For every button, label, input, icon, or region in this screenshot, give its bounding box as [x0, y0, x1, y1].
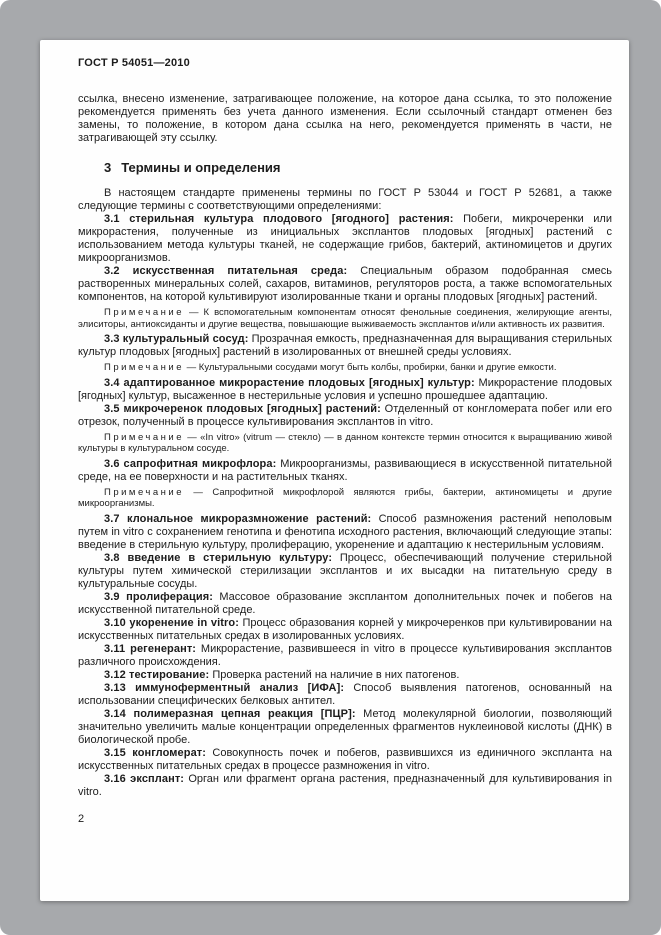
term-label: 3.15 конгломерат: [104, 746, 207, 759]
term-definition: 3.7 клональное микроразмножение растений: Способ размножения растений неполовым путем in vitro с сохранением генотипа и фенотипа исходного растения, включающий следующие этапы: введение в стерильную культуру, пролиферацию, укоренение и адаптацию к нестерильным условиям. [78, 512, 612, 551]
term-definition: 3.12 тестирование: Проверка растений на наличие в них патогенов. [104, 668, 460, 681]
term-definition: 3.1 стерильная культура плодового [ягодного] растения: Побеги, микрочеренки или микрорастения, полученные из инициальных эксплантов плодовых [ягодных] растений с использованием метода культуры тканей, не содержащие грибов, бактерий, актиномицетов и других микроорганизмов. [78, 213, 612, 264]
document-page [40, 40, 629, 901]
term-definition: 3.14 полимеразная цепная реакция [ПЦР]: Метод молекулярной биологии, позволяющий значительно увеличить малые концентрации определенных фрагментов нуклеиновой кислоты (ДНК) в биологической пробе. [78, 707, 612, 746]
term-label: 3.7 клональное микроразмножение растений: [104, 512, 372, 525]
term-label: 3.12 тестирование: [104, 668, 210, 681]
term-label: 3.8 введение в стерильную культуру: [104, 551, 333, 564]
document-content [78, 93, 612, 799]
note-label: Примечание [104, 307, 184, 318]
note-label: Примечание [104, 362, 184, 373]
term-label: 3.3 культуральный сосуд: [104, 333, 249, 345]
term-definition: 3.6 сапрофитная микрофлора: Микроорганизмы, развивающиеся в искусственной питательной среде, на ее поверхности и на растительных тканях. [78, 457, 612, 483]
term-definition: 3.9 пролиферация: Массовое образование эксплантом дополнительных почек и побегов на искусственной питательной среде. [78, 590, 612, 616]
term-definition: 3.16 эксплант: Орган или фрагмент органа растения, предназначенный для культивирования in vitro. [78, 772, 612, 798]
term-label: 3.10 укоренение in vitro: [104, 616, 239, 629]
paragraph: ссылка, внесено изменение, затрагивающее положение, на которое дана ссылка, то это положение рекомендуется применять без учета данного изменения. Если ссылочный стандарт отменен без замены, то положение, в котором дана ссылка на него, рекомендуется применять в части, не затрагивающей эту ссылку. [78, 93, 612, 144]
page-number: 2 [78, 812, 85, 825]
term-label: 3.1 стерильная культура плодового [ягодного] растения: [104, 213, 454, 225]
paragraph: В настоящем стандарте применены термины по ГОСТ Р 53044 и ГОСТ Р 52681, а также следующие термины с соответствующими определениями: [78, 187, 612, 212]
section-number: 3 [104, 160, 112, 175]
note-label: Примечание [104, 486, 184, 498]
term-label: 3.6 сапрофитная микрофлора: [104, 457, 277, 470]
term-label: 3.13 иммуноферментный анализ [ИФА]: [104, 681, 345, 694]
term-definition: 3.2 искусственная питательная среда: Специальным образом подобранная смесь растворенных минеральных солей, сахаров, витаминов, регуляторов роста, а также вспомогательных компонентов, на которой культивируют изолированные ткани и органы плодовых [ягодных] растений. [78, 265, 612, 303]
term-label: 3.11 регенерант: [104, 642, 197, 655]
section-title: Термины и определения [121, 160, 281, 175]
term-definition: 3.11 регенерант: Микрорастение, развившееся in vitro в процессе культивирования эксплантов различного происхождения. [78, 642, 612, 668]
section-heading [78, 160, 612, 176]
note: Примечание — «In vitro» (vitrum — стекло) — в данном контексте термин относится к выращиванию живой культуры в культуральном сосуде. [78, 431, 612, 454]
term-definition: 3.5 микрочеренок плодовых [ягодных] растений: Отделенный от конгломерата побег или его отрезок, полученный в процессе культивирования эксплантов in vitro. [78, 402, 612, 428]
term-definition: 3.13 иммуноферментный анализ [ИФА]: Способ выявления патогенов, основанный на использовании специфических белковых антител. [78, 681, 612, 707]
term-definition: 3.15 конгломерат: Совокупность почек и побегов, развившихся из единичного экспланта на искусственных питательных средах в процессе размножения in vitro. [78, 746, 612, 772]
term-definition: 3.3 культуральный сосуд: Прозрачная емкость, предназначенная для выращивания стерильных культур плодовых [ягодных] растений в изолированных от внешней среды условиях. [78, 333, 613, 358]
note: Примечание — Культуральными сосудами могут быть колбы, пробирки, банки и другие емкости. [104, 362, 557, 373]
term-definition: 3.4 адаптированное микрорастение плодовых [ягодных] культур: Микрорастение плодовых [ягодных] культур, высаженное в нестерильные условия и успешно прошедшее адаптацию. [78, 376, 612, 402]
term-label: 3.4 адаптированное микрорастение плодовых [ягодных] культур: [104, 376, 475, 389]
term-label: 3.14 полимеразная цепная реакция [ПЦР]: [104, 707, 356, 720]
term-label: 3.5 микрочеренок плодовых [ягодных] растений: [104, 402, 381, 415]
term-definition: 3.8 введение в стерильную культуру: Процесс, обеспечивающий получение стерильной культуры путем химической стерилизации эксплантов и их высадки на питательную среду в культуральные сосуды. [78, 551, 612, 590]
term-definition: 3.10 укоренение in vitro: Процесс образования корней у микрочеренков при культивировании на искусственных питательных средах в изолированных условиях. [78, 616, 612, 642]
term-label: 3.16 эксплант: [104, 772, 185, 785]
document-header: ГОСТ Р 54051—2010 [78, 57, 190, 69]
note-label: Примечание [104, 431, 184, 443]
term-label: 3.2 искусственная питательная среда: [104, 265, 348, 277]
term-label: 3.9 пролиферация: [104, 590, 213, 603]
note: Примечание — Сапрофитной микрофлорой являются грибы, бактерии, актиномицеты и другие микроорганизмы. [78, 486, 612, 509]
note: Примечание — К вспомогательным компонентам относят фенольные соединения, желирующие агенты, элиситоры, антиоксиданты и другие вещества, повышающие выживаемость эксплантов и/или активность их развития. [78, 307, 612, 330]
